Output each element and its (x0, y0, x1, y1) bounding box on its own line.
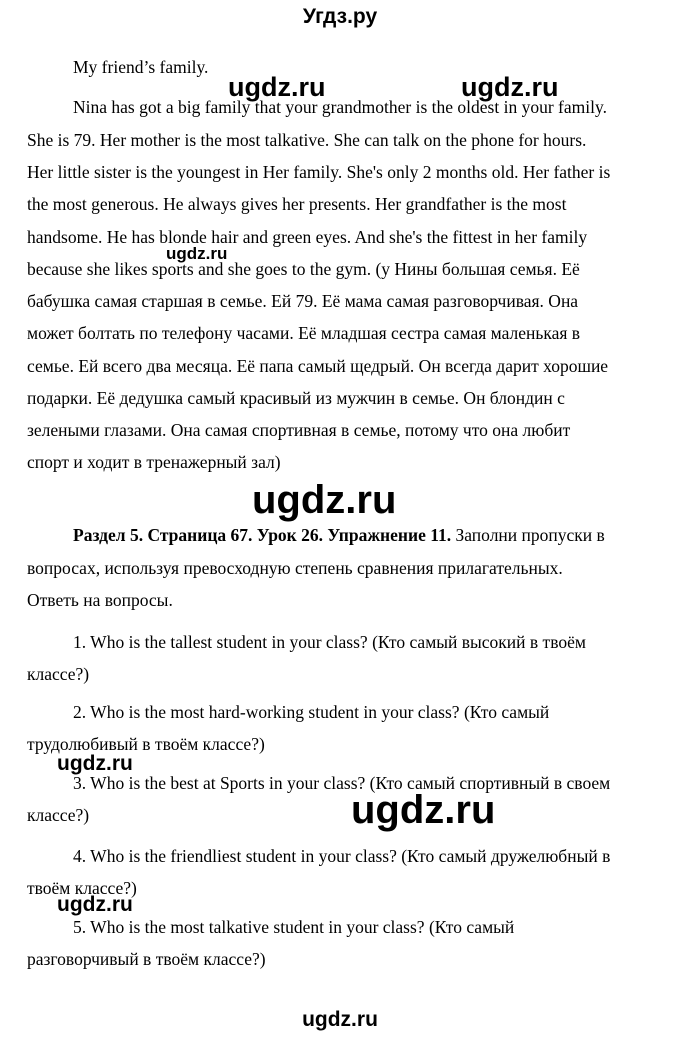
essay-line: because she likes sports and she goes to the gym. (у Нины большая семья. Её (27, 259, 580, 279)
watermark: ugdz.ru (461, 72, 559, 102)
question-4: 4. Who is the friendliest student in your class? (Кто самый дружелюбный в (73, 846, 611, 866)
exercise-instruction: Ответь на вопросы. (27, 590, 173, 610)
question-3-cont: классе?) (27, 805, 90, 825)
essay-line: может болтать по телефону часами. Её младшая сестра самая маленькая в (27, 323, 581, 343)
question-5-cont: разговорчивый в твоём классе?) (27, 949, 266, 969)
question-2-cont: трудолюбивый в твоём классе?) (27, 734, 265, 754)
essay-line: бабушка самая старшая в семье. Ей 79. Её мама самая разговорчивая. Она (27, 291, 579, 311)
essay-line: handsome. He has blonde hair and green eyes. And she's the fittest in her family (27, 227, 588, 247)
watermark: ugdz.ru (57, 893, 133, 916)
essay-line: спорт и ходит в тренажерный зал) (27, 452, 281, 472)
watermark: ugdz.ru (166, 244, 228, 263)
site-title: Угдз.ру (302, 5, 378, 28)
exercise-heading-bold: Раздел 5. Страница 67. Урок 26. Упражнение 11. (73, 525, 452, 545)
question-5: 5. Who is the most talkative student in your class? (Кто самый (73, 917, 515, 937)
exercise-instruction: вопросах, используя превосходную степень сравнения прилагательных. (27, 558, 563, 578)
watermark: ugdz.ru (302, 1008, 378, 1031)
essay-line: подарки. Её дедушка самый красивый из мужчин в семье. Он блондин с (27, 388, 565, 408)
essay-title: My friend’s family. (73, 57, 209, 77)
watermark: ugdz.ru (351, 788, 496, 832)
question-4-cont: твоём классе?) (27, 878, 137, 898)
essay-line: Her little sister is the youngest in Her family. She's only 2 months old. Her father is (27, 162, 611, 182)
exercise-heading-rest: Заполни пропуски в (451, 525, 605, 545)
essay-line: Nina has got a big family that your grandmother is the oldest in your family. (73, 97, 607, 117)
essay-line: She is 79. Her mother is the most talkative. She can talk on the phone for hours. (27, 130, 587, 150)
watermark: ugdz.ru (57, 752, 133, 775)
question-1: 1. Who is the tallest student in your class? (Кто самый высокий в твоём (73, 632, 586, 652)
essay-line: семье. Ей всего два месяца. Её папа самый щедрый. Он всегда дарит хорошие (27, 356, 609, 376)
watermark: ugdz.ru (252, 478, 397, 522)
watermark: ugdz.ru (228, 72, 326, 102)
essay-line: the most generous. He always gives her presents. Her grandfather is the most (27, 194, 567, 214)
exercise-heading (73, 525, 605, 545)
question-1-cont: классе?) (27, 664, 90, 684)
essay-line: зелеными глазами. Она самая спортивная в семье, потому что она любит (27, 420, 571, 440)
question-3: 3. Who is the best at Sports in your class? (Кто самый спортивный в своем (73, 773, 611, 793)
question-2: 2. Who is the most hard-working student in your class? (Кто самый (73, 702, 550, 722)
